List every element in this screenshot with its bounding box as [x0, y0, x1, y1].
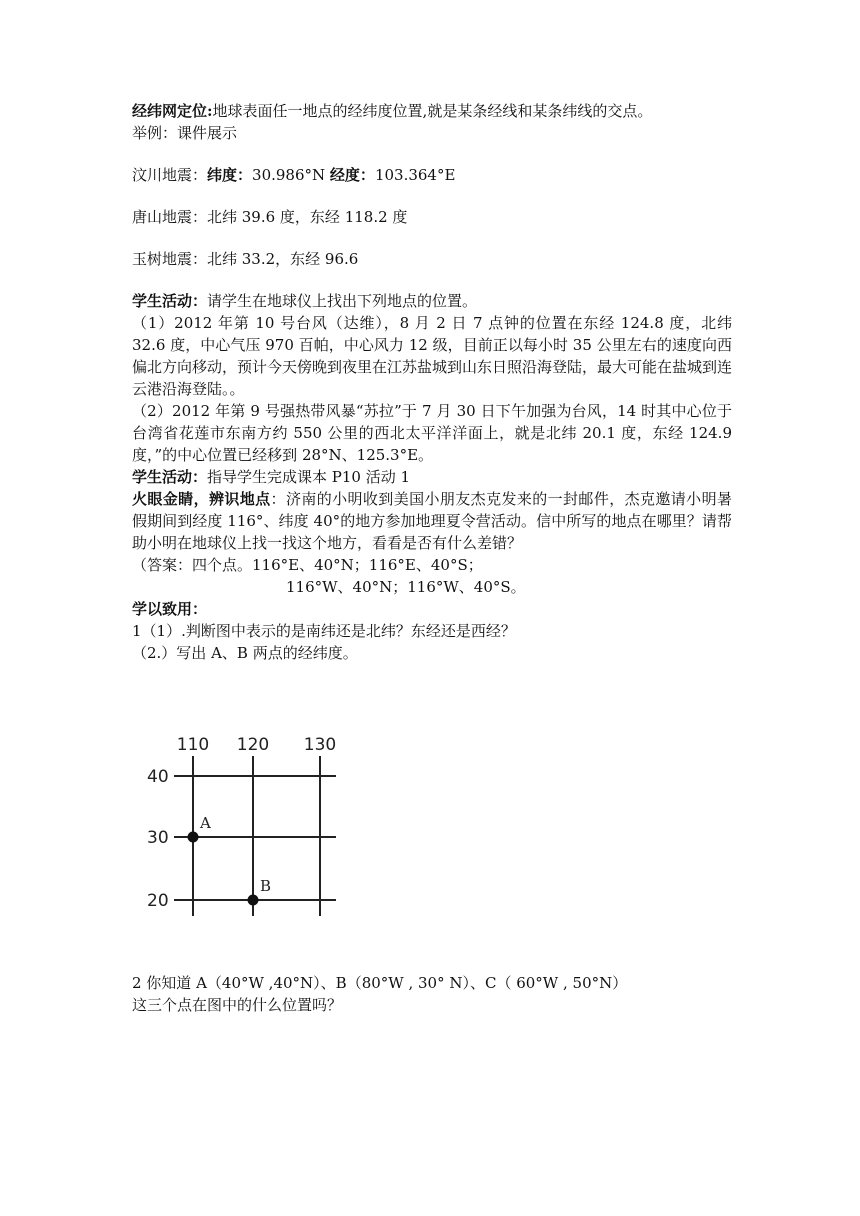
- tangshan-line: 唐山地震：北纬 39.6 度，东经 118.2 度: [132, 208, 408, 226]
- grid-points: [188, 814, 272, 906]
- question-2: [132, 972, 732, 1016]
- document-body: [132, 100, 732, 664]
- example-line: 举例：课件展示: [132, 124, 238, 142]
- yushu-line: 玉树地震：北纬 33.2，东经 96.6: [132, 250, 359, 268]
- lon-tick-label: 120: [236, 735, 270, 755]
- activity2-text: 指导学生完成课本 P10 活动 1: [207, 468, 411, 486]
- wenchuan-prefix: 汶川地震：: [132, 166, 208, 184]
- apply-heading: 学以致用：: [132, 600, 208, 618]
- wenchuan-lat-label: 纬度：: [207, 166, 253, 184]
- point-b-label: B: [260, 877, 272, 895]
- typhoon2-paragraph: （2）2012 年第 9 号强热带风暴“苏拉”于 7 月 30 日下午加强为台风，14 时其中心位于台湾省花莲市东南方约 550 公里的西北太平洋洋面上，就是北纬 20.1 度，东经 124.9 度，”的中心位置已经移到 28°N、125.3°E。: [132, 402, 732, 464]
- positioning-paragraph: [132, 100, 732, 122]
- answer-line-1: （答案：四个点。116°E、40°N；116°E、40°S；: [132, 556, 483, 574]
- lat-tick-label: 20: [147, 891, 169, 911]
- lon-tick-label: 130: [303, 735, 337, 755]
- positioning-text: 地球表面任一地点的经纬度位置,就是某条经线和某条纬线的交点。: [212, 102, 653, 120]
- wenchuan-line: [132, 164, 732, 186]
- question-2-line-2: 这三个点在图中的什么位置吗？: [132, 996, 343, 1014]
- answer-line-2: 116°W、40°N；116°W、40°S。: [286, 578, 526, 596]
- fire-eye-heading: 火眼金睛，辨识地点: [132, 490, 271, 508]
- wenchuan-lon-label: 经度：: [329, 166, 375, 184]
- typhoon1-paragraph: （1）2012 年第 10 号台风（达维），8 月 2 日 7 点钟的位置在东经 124.8 度，北纬 32.6 度，中心气压 970 百帕，中心风力 12 级，目前正以每小时 35 公里左右的速度向西偏北方向移动，预计今天傍晚到夜里在江苏盐城到山东日照沿海登陆，最大可能在盐城到连云港沿海登陆。。: [132, 314, 733, 398]
- question-1a: 1（1）.判断图中表示的是南纬还是北纬？东经还是西经？: [132, 622, 516, 640]
- lat-tick-label: 40: [147, 767, 169, 787]
- question-2-line-1: 2 你知道 A（40°W ,40°N）、B（80°W , 30° N）、C（ 60°W , 50°N）: [132, 974, 628, 992]
- lat-tick-label: 30: [147, 828, 169, 848]
- point-a-marker: [188, 832, 199, 843]
- point-b-marker: [248, 895, 259, 906]
- question-1b: （2.）写出 A、B 两点的经纬度。: [132, 644, 358, 662]
- positioning-heading: 经纬网定位:: [132, 102, 213, 120]
- activity1-text: 请学生在地球仪上找出下列地点的位置。: [207, 292, 478, 310]
- activity1-line: [132, 290, 732, 312]
- wenchuan-lat-value: 30.986°N: [252, 166, 330, 184]
- fire-eye-paragraph: [132, 488, 732, 554]
- fire-eye-text: ：济南的小明收到美国小朋友杰克发来的一封邮件，杰克邀请小明暑假期间到经度 116°、纬度 40°的地方参加地理夏令营活动。信中所写的地点在哪里？请帮助小明在地球仪上找一找这个地方，看看是否有什么差错？: [132, 490, 732, 552]
- activity2-heading: 学生活动：: [132, 468, 208, 486]
- point-a-label: A: [200, 814, 211, 832]
- activity2-line: [132, 466, 732, 488]
- grid-labels: [147, 735, 336, 911]
- lon-tick-label: 110: [176, 735, 210, 755]
- lat-lon-grid-figure: [140, 734, 340, 920]
- wenchuan-lon-value: 103.364°E: [374, 166, 456, 184]
- activity1-heading: 学生活动：: [132, 292, 208, 310]
